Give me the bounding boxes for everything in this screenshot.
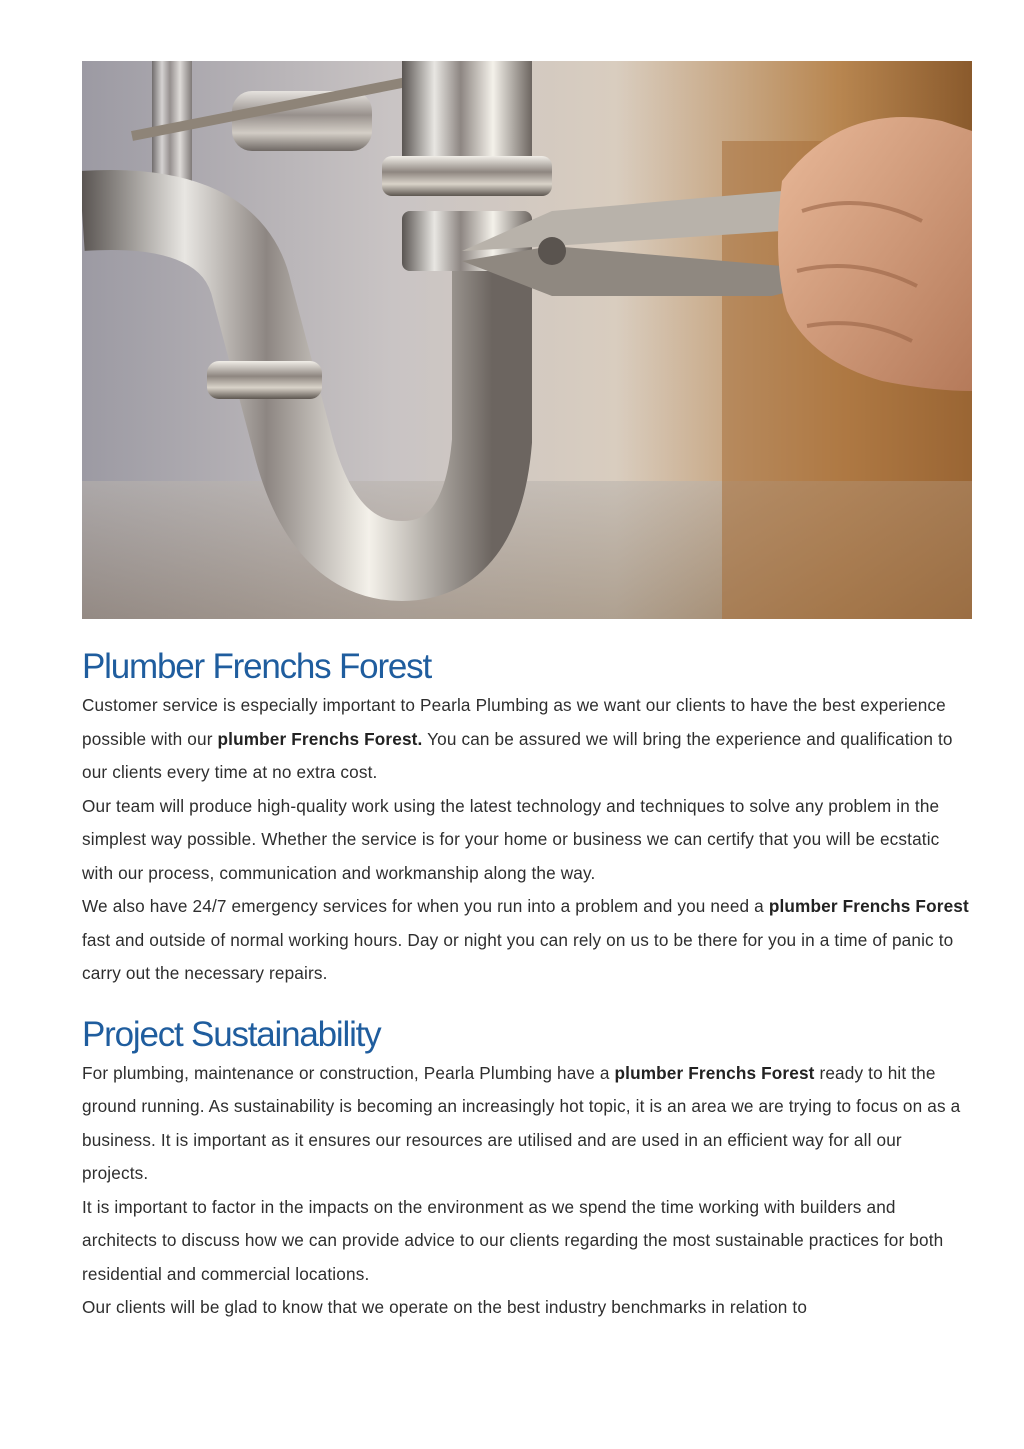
- paragraph: Our team will produce high-quality work using the latest technology and techniques to solve any problem in the simplest way possible. Whether the service is for your home or business we can certify that you will be ecstatic with our process, communication and workmanship along the way.: [82, 795, 940, 883]
- paragraph: We also have 24/7 emergency services for when you run into a problem and you need a plumber Frenchs Forest fast and outside of normal working hours. Day or night you can rely on us to be there for you in a time of panic to carry out the necessary repairs.: [82, 896, 969, 983]
- section-heading: Plumber Frenchs Forest: [82, 647, 431, 686]
- paragraph: Customer service is especially important to Pearla Plumbing as we want our clients to have the best experience possible with our plumber Frenchs Forest. You can be assured we will bring the experience and qualification to our clients every time at no extra cost.: [82, 695, 953, 782]
- bold-keyword: plumber Frenchs Forest.: [217, 728, 423, 749]
- main-content: [82, 645, 972, 1325]
- paragraph: For plumbing, maintenance or construction, Pearla Plumbing have a plumber Frenchs Forest ready to hit the ground running. As sustainability is becoming an increasingly hot topic, it is an area we are trying to focus on as a business. It is important as it ensures our resources are utilised and are used in an efficient way for all our projects.: [82, 1062, 961, 1183]
- plumber-pipe-wrench-photo-icon: [82, 61, 972, 619]
- bold-keyword: plumber Frenchs Forest: [768, 896, 969, 916]
- section-heading: Project Sustainability: [82, 1014, 381, 1054]
- bold-keyword: plumber Frenchs Forest: [614, 1062, 815, 1083]
- document-page: [82, 61, 972, 1325]
- paragraph: It is important to factor in the impacts on the environment as we spend the time working with builders and architects to discuss how we can provide advice to our clients regarding the most sustainable practices for both residential and commercial locations.: [82, 1196, 944, 1284]
- paragraph: Our clients will be glad to know that we operate on the best industry benchmarks in relation to: [82, 1297, 808, 1317]
